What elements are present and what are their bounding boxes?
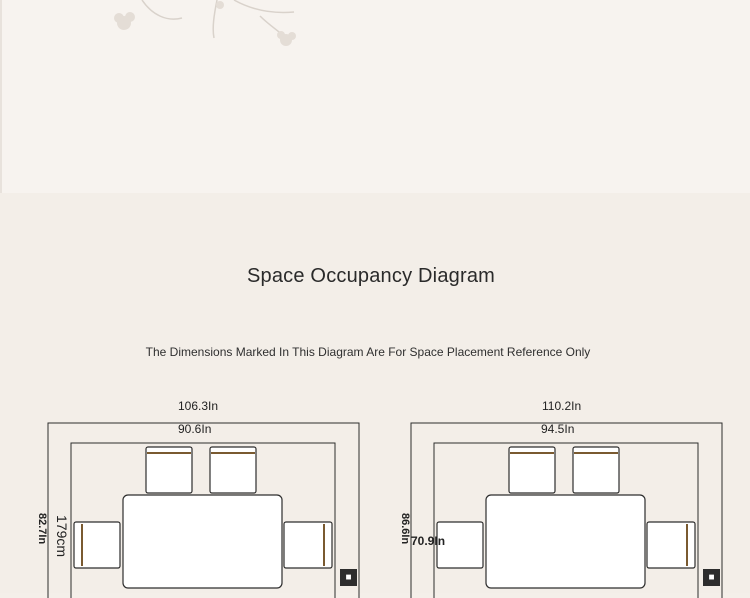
section-title: Space Occupancy Diagram	[246, 265, 496, 287]
floral-branch-icon	[2, 0, 750, 193]
dining-table	[486, 495, 645, 588]
outer-width-label: 106.3In	[178, 399, 219, 413]
inner-width-label: 90.6In	[178, 422, 212, 436]
section-subtitle: The Dimensions Marked In This Diagram Are For Space Placement Reference Only	[145, 345, 591, 359]
layout-diagram-1	[30, 398, 350, 598]
inner-depth-label: 70.9In	[411, 534, 446, 548]
outer-depth-label: 82.7In	[36, 513, 48, 545]
chair-left	[74, 522, 120, 568]
dining-table	[123, 495, 282, 588]
decorative-header-panel	[0, 0, 750, 193]
inner-width-label: 94.5In	[541, 422, 575, 436]
outer-depth-label: 86.6In	[399, 513, 411, 545]
furniture-badge-icon: ■	[703, 569, 720, 586]
layout-diagram-2	[393, 398, 713, 598]
furniture-badge-icon: ■	[340, 569, 357, 586]
space-occupancy-section	[0, 193, 750, 593]
outer-width-label: 110.2In	[542, 399, 582, 413]
inner-depth-label: 179cm	[54, 515, 70, 558]
